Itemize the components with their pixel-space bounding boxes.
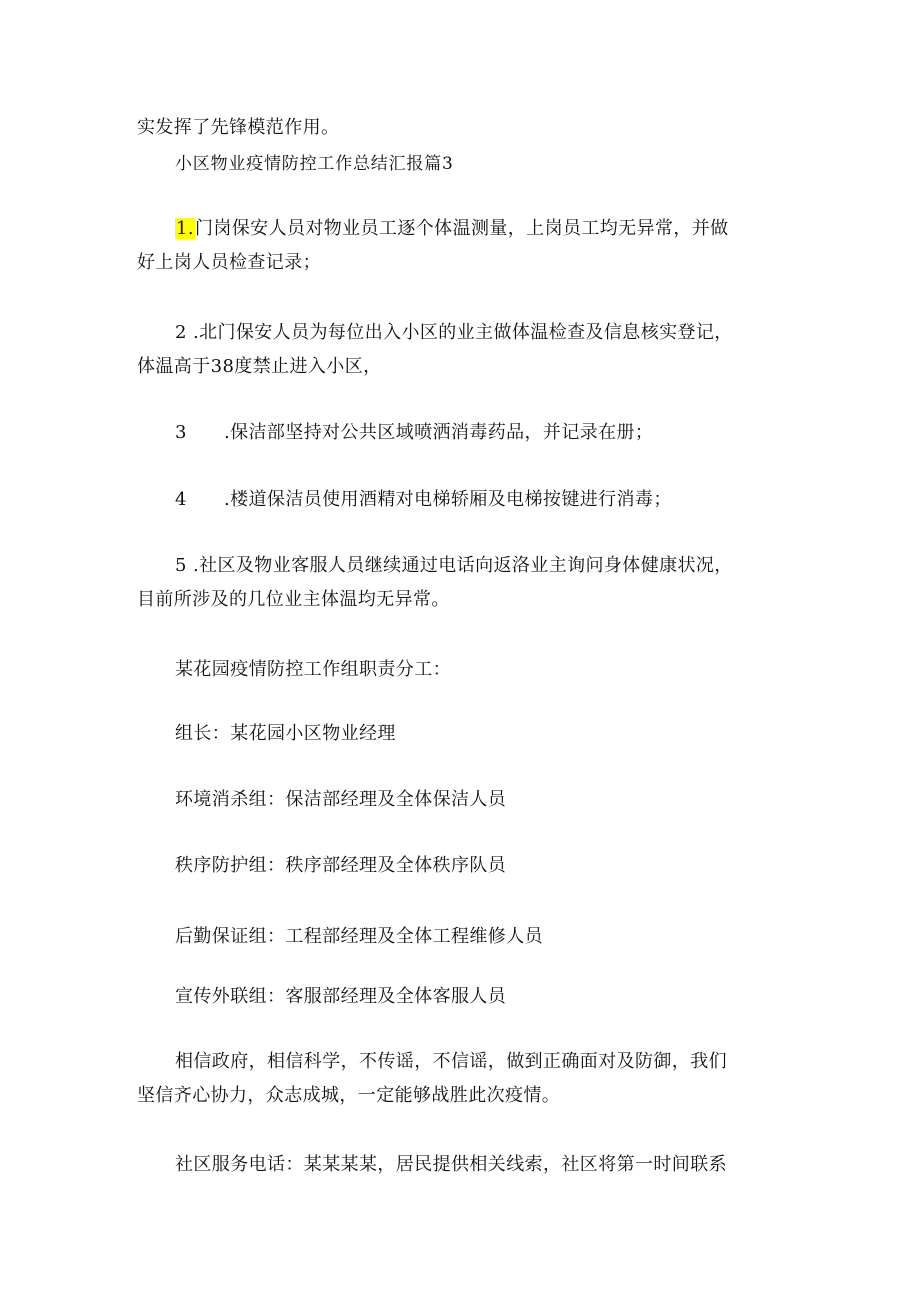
list-number-3: 3: [175, 422, 187, 443]
role-logistics: 后勤保证组：工程部经理及全体工程维修人员: [175, 926, 543, 947]
list-item-3: [175, 420, 653, 446]
list-item-5: 5 .社区及物业客服人员继续通过电话向返洛业主询问身体健康状况，: [175, 555, 733, 576]
list-item-4-text: .楼道保洁员使用酒精对电梯轿厢及电梯按键进行消毒；: [224, 489, 672, 510]
closing-paragraph-continuation: 坚信齐心协力，众志成城，一定能够战胜此次疫情。: [137, 1085, 561, 1106]
text-line-continuation: 实发挥了先锋模范作用。: [137, 117, 340, 138]
list-item-5-continuation: 目前所涉及的几位业主体温均无异常。: [137, 589, 450, 610]
role-publicity: 宣传外联组：客服部经理及全体客服人员: [175, 986, 507, 1007]
service-phone-line: 社区服务电话：某某某某，居民提供相关线索，社区将第一时间联系: [175, 1154, 727, 1175]
role-order: 秩序防护组：秩序部经理及全体秩序队员: [175, 855, 507, 876]
list-item-1-text: 门岗保安人员对物业员工逐个体温测量，上岗员工均无异常，并做: [194, 218, 729, 239]
list-item-1: [175, 216, 729, 242]
section-title: 小区物业疫情防控工作总结汇报篇3: [175, 154, 454, 174]
division-heading: 某花园疫情防控工作组职责分工：: [175, 659, 451, 680]
role-leader: 组长：某花园小区物业经理: [175, 723, 396, 744]
closing-paragraph: 相信政府，相信科学，不传谣，不信谣，做到正确面对及防御，我们: [175, 1051, 727, 1072]
list-item-2-continuation: 体温高于38度禁止进入小区，: [137, 356, 382, 377]
list-item-3-text: .保洁部坚持对公共区域喷洒消毒药品，并记录在册；: [224, 422, 654, 443]
list-item-4: [175, 487, 672, 513]
list-number-4: 4: [175, 489, 187, 510]
highlighted-number: 1.: [176, 218, 194, 239]
list-item-1-continuation: 好上岗人员检查记录；: [137, 252, 321, 273]
role-environment: 环境消杀组：保洁部经理及全体保洁人员: [175, 789, 507, 810]
list-item-2: 2 .北门保安人员为每位出入小区的业主做体温检查及信息核实登记，: [175, 322, 733, 343]
